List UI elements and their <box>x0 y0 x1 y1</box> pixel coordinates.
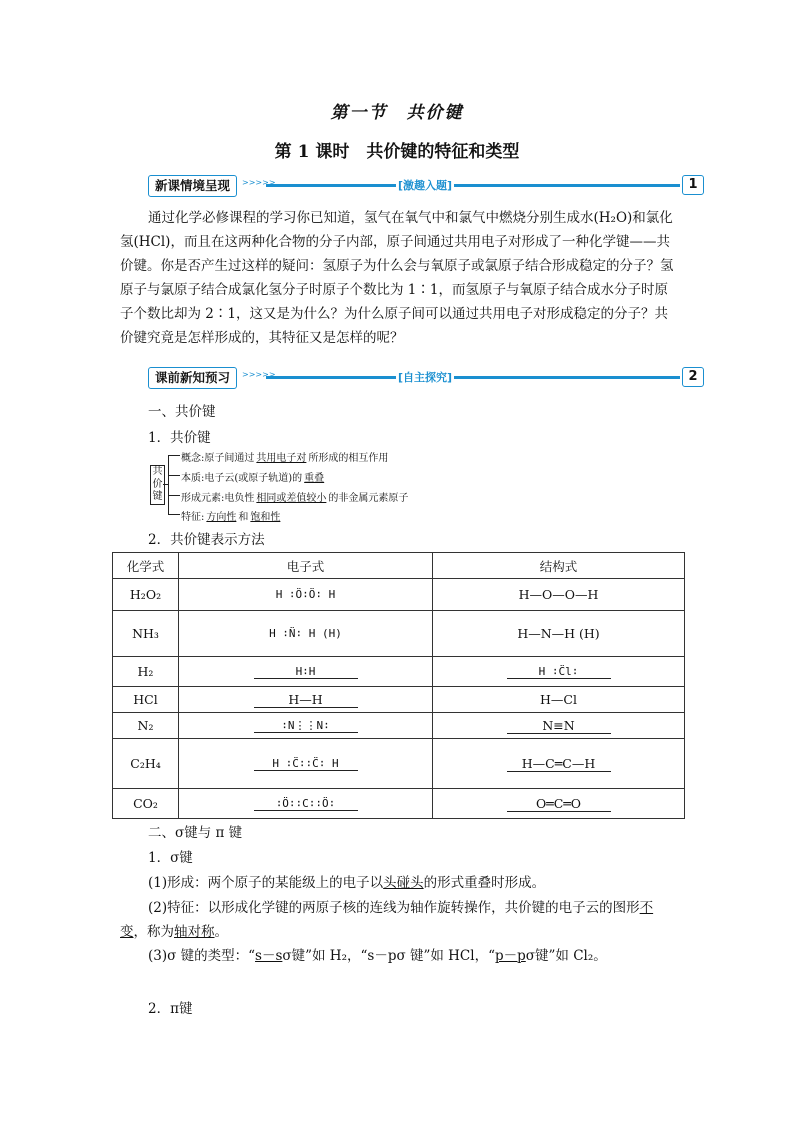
lesson-title: 第 1 课时 共价键的特征和类型 <box>274 142 520 162</box>
text: 的非金属元素原子 <box>328 493 409 504</box>
table-row <box>113 789 685 819</box>
text: 如 Cl₂。 <box>555 948 607 964</box>
banner-tag: [自主探究] <box>398 371 453 384</box>
banner-label: 课前新知预习 <box>148 367 237 389</box>
answer: H—H <box>254 692 358 708</box>
text: 形成元素:电负性 <box>181 493 255 504</box>
electron-cell <box>179 789 433 819</box>
structure-cell <box>433 789 685 819</box>
sigma-line-3 <box>120 944 680 968</box>
section1-heading: 一、共价键 <box>148 404 216 420</box>
connector <box>168 514 180 515</box>
answer: 头碰头 <box>383 875 424 891</box>
sigma-line-1 <box>148 871 545 891</box>
formula-cell: CO₂ <box>113 789 179 819</box>
formula-cell: N₂ <box>113 713 179 739</box>
text: 。 <box>214 924 228 940</box>
text: σ键” <box>525 948 556 964</box>
section1-sub2: 2．共价键表示方法 <box>148 532 265 548</box>
formula-cell: C₂H₄ <box>113 739 179 789</box>
banner-arrows: >>>>> <box>242 178 276 187</box>
formula-cell: HCl <box>113 687 179 713</box>
formula-cell: H₂O₂ <box>113 579 179 611</box>
banner-number: 2 <box>682 367 704 387</box>
sigma-line-2 <box>120 896 680 944</box>
connector <box>168 495 180 496</box>
banner-line <box>266 376 680 379</box>
text: 的形式重叠时形成。 <box>423 875 546 891</box>
text: 本质:电子云(或原子轨道)的 <box>181 473 303 484</box>
structure-cell: H—N—H (H) <box>433 611 685 657</box>
section2-heading: 二、σ键与 π 键 <box>148 825 243 841</box>
table-row <box>113 579 685 611</box>
concept-row <box>181 449 388 464</box>
electron-cell <box>179 739 433 789</box>
structure-cell: H—Cl <box>433 687 685 713</box>
text: 特征: <box>181 512 205 523</box>
bracket <box>168 455 179 515</box>
table-row <box>113 713 685 739</box>
electron-cell <box>179 687 433 713</box>
concept-row <box>181 489 408 504</box>
concept-row <box>181 469 326 484</box>
answer: 轴对称 <box>174 924 215 940</box>
text: ，称为 <box>133 924 174 940</box>
electron-cell: H ∶N̈∶ H (H) <box>179 611 433 657</box>
answer: 不变 <box>120 900 654 940</box>
header-cell: 结构式 <box>433 553 685 579</box>
header-cell: 化学式 <box>113 553 179 579</box>
electron-cell <box>179 657 433 687</box>
answer: H ∶C̈∶∶C̈∶ H <box>254 757 358 771</box>
answer: 重叠 <box>304 473 325 484</box>
electron-cell <box>179 713 433 739</box>
banner-label: 新课情境呈现 <box>148 175 237 197</box>
section-title: 第一节 共价键 <box>330 103 464 123</box>
answer: 相同或差值较小 <box>256 493 327 504</box>
answer: 方向性 <box>206 512 237 523</box>
connector <box>168 475 180 476</box>
table-row <box>113 739 685 789</box>
answer: 饱和性 <box>250 512 281 523</box>
banner-intro <box>148 175 708 197</box>
formula-cell: NH₃ <box>113 611 179 657</box>
table-row <box>113 657 685 687</box>
intro-paragraph: 通过化学必修课程的学习你已知道，氢气在氧气中和氯气中燃烧分别生成水(H₂O)和氯化氢(HCl)，而且在这两种化合物的分子内部，原子间通过共用电子对形成了一种化学键——共价键。你是否产生过这样的疑问：氢原子为什么会与氧原子或氯原子结合形成稳定的分子？氢原子与氯原子结合成氯化氢分子时原子个数比为 1∶1，而氢原子与氧原子结合成水分子时原子个数比却为 2∶1，这又是为什么？为什么原子间可以通过共用电子对形成稳定的分子？共价键究竟是怎样形成的，其特征又是怎样的呢？ <box>120 210 674 346</box>
answer: H ∶C̈l∶ <box>507 665 611 679</box>
answer: 共用电子对 <box>256 453 307 464</box>
banner-line <box>266 184 680 187</box>
formula-cell: H₂ <box>113 657 179 687</box>
sigma-title: 1．σ键 <box>148 850 193 866</box>
bond-table <box>112 552 685 819</box>
answer: N≡N <box>507 718 611 734</box>
structure-cell <box>433 739 685 789</box>
table-row <box>113 687 685 713</box>
text: σ键”如 H₂，“s－pσ 键”如 HCl，“ <box>282 948 495 964</box>
banner-arrows: >>>>> <box>242 370 276 379</box>
structure-cell <box>433 657 685 687</box>
electron-cell: H ∶Ö∶Ö∶ H <box>179 579 433 611</box>
banner-tag: [激趣入题] <box>398 179 453 192</box>
table-row <box>113 611 685 657</box>
answer: ∶Ö∶∶C∶∶Ö∶ <box>254 797 358 811</box>
table-header-row <box>113 553 685 579</box>
text: 所形成的相互作用 <box>308 453 389 464</box>
text: (1)形成：两个原子的某能级上的电子以 <box>148 875 384 891</box>
concept-row <box>181 508 282 523</box>
banner-number: 1 <box>682 175 704 195</box>
structure-cell <box>433 713 685 739</box>
answer: O═C═O <box>507 796 611 812</box>
pi-title: 2．π键 <box>148 1001 193 1017</box>
text: (3)σ 键的类型：“ <box>148 948 256 964</box>
answer: ∶N⋮⋮N∶ <box>254 719 358 733</box>
answer: s－s <box>255 948 283 964</box>
structure-cell: H—O—O—H <box>433 579 685 611</box>
section1-sub1: 1．共价键 <box>148 430 211 446</box>
answer: H—C═C—H <box>507 756 611 772</box>
header-cell: 电子式 <box>179 553 433 579</box>
banner-preview <box>148 367 708 389</box>
text: 概念:原子间通过 <box>181 453 255 464</box>
concept-root: 共价键 <box>150 465 165 505</box>
connector <box>168 455 180 456</box>
text: 和 <box>238 512 249 523</box>
text: (2)特征：以形成化学键的两原子核的连线为轴作旋转操作，共价键的电子云的图形 <box>148 900 640 916</box>
answer: p－p <box>494 948 526 964</box>
answer: H∶H <box>254 665 358 679</box>
